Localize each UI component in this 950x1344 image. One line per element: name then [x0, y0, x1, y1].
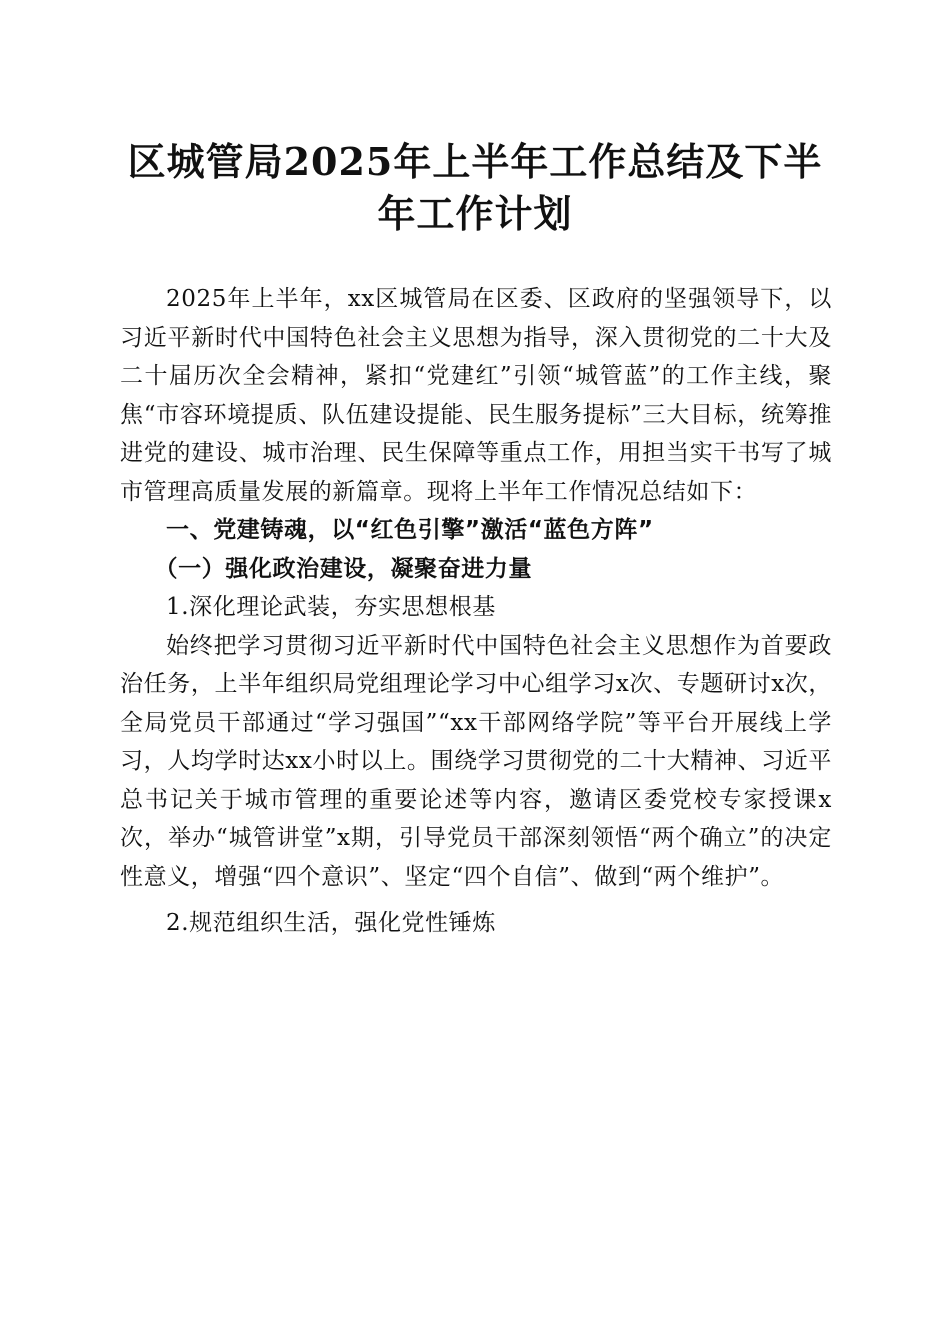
item-heading-1: 1.深化理论武装，夯实思想根基 [166, 594, 496, 620]
intro-paragraph: 2025年上半年，xx区城管局在区委、区政府的坚强领导下，以习近平新时代中国特色社会主义思想为指导，深入贯彻党的二十大及二十届历次全会精神，紧扣“党建红”引领“城管蓝”的工作主线，聚焦“市容环境提质、队伍建设提能、民生服务提标”三大目标，统筹推进党的建设、城市治理、民生保障等重点工作，用担当实干书写了城市管理高质量发展的新篇章。现将上半年工作情况总结如下： [120, 286, 832, 505]
document-title: 区城管局2025年上半年工作总结及下半年工作计划 [127, 139, 823, 236]
subsection-heading-1: （一）强化政治建设，凝聚奋进力量 [154, 554, 533, 582]
item-paragraph-1: 始终把学习贯彻习近平新时代中国特色社会主义思想作为首要政治任务，上半年组织局党组理论学习中心组学习x次、专题研讨x次，全局党员干部通过“学习强国”“xx干部网络学院”等平台开展线上学习，人均学时达xx小时以上。围绕学习贯彻党的二十大精神、习近平总书记关于城市管理的重要论述等内容，邀请区委党校专家授课x次，举办“城管讲堂”x期，引导党员干部深刻领悟“两个确立”的决定性意义，增强“四个意识”、坚定“四个自信”、做到“两个维护”。 [120, 632, 832, 890]
item-heading-2: 2.规范组织生活，强化党性锤炼 [166, 910, 496, 936]
section-heading-1: 一、党建铸魂，以“红色引擎”激活“蓝色方阵” [166, 517, 654, 543]
document-body [120, 280, 832, 943]
